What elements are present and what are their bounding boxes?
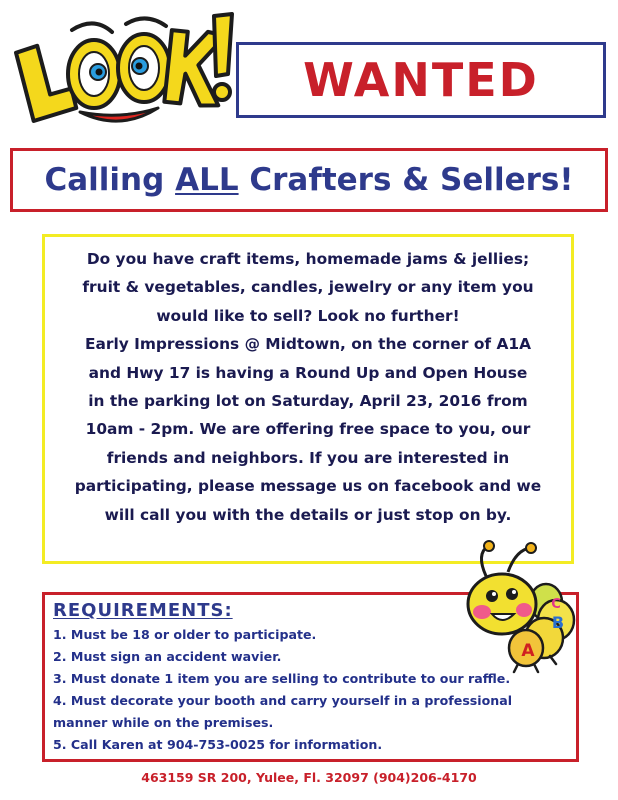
body-line: and Hwy 17 is having a Round Up and Open House: [88, 363, 528, 382]
bee-mascot-icon: [458, 538, 588, 678]
body-line: friends and neighbors. If you are interested in: [106, 448, 510, 467]
requirement-item: 4. Must decorate your booth and carry yourself in a professional: [53, 693, 513, 708]
calling-heading-emphasis: ALL: [175, 162, 239, 198]
body-line: Early Impressions @ Midtown, on the corner of A1A: [84, 335, 532, 354]
wanted-heading: WANTED: [303, 53, 539, 107]
body-line: fruit & vegetables, candles, jewelry or any item you: [82, 278, 534, 297]
calling-heading-pre: Calling: [44, 162, 176, 198]
body-line: Do you have craft items, homemade jams & jellies;: [86, 250, 530, 268]
footer-address: 463159 SR 200, Yulee, Fl. 32097 (904)206-4170: [141, 770, 477, 785]
calling-heading-post: Crafters & Sellers!: [238, 162, 574, 198]
body-line: 10am - 2pm. We are offering free space to you, our: [85, 420, 531, 439]
look-logo: [8, 10, 234, 128]
requirement-item: 3. Must donate 1 item you are selling to contribute to our raffle.: [53, 671, 511, 686]
bee-letter: C: [551, 597, 561, 612]
body-box: [42, 234, 574, 564]
right-eye-icon: [118, 34, 170, 102]
body-text: [55, 245, 561, 529]
requirement-item: 2. Must sign an accident wavier.: [53, 649, 282, 664]
requirement-item: manner while on the premises.: [53, 715, 274, 730]
bee-letter: A: [521, 641, 535, 661]
requirement-item: 5. Call Karen at 904-753-0025 for information.: [53, 737, 383, 752]
left-eye-icon: [68, 40, 120, 108]
body-line: would like to sell? Look no further!: [156, 306, 460, 325]
requirements-title: REQUIREMENTS:: [53, 600, 233, 621]
calling-banner: [10, 148, 608, 212]
body-line: participating, please message us on facebook and we: [74, 477, 542, 496]
requirement-item: 1. Must be 18 or older to participate.: [53, 627, 317, 642]
bee-letter: B: [551, 613, 565, 632]
body-line: in the parking lot on Saturday, April 23, 2016 from: [88, 392, 528, 411]
calling-heading: [44, 162, 573, 198]
body-line: will call you with the details or just stop on by.: [104, 505, 512, 524]
wanted-box: [236, 42, 606, 118]
